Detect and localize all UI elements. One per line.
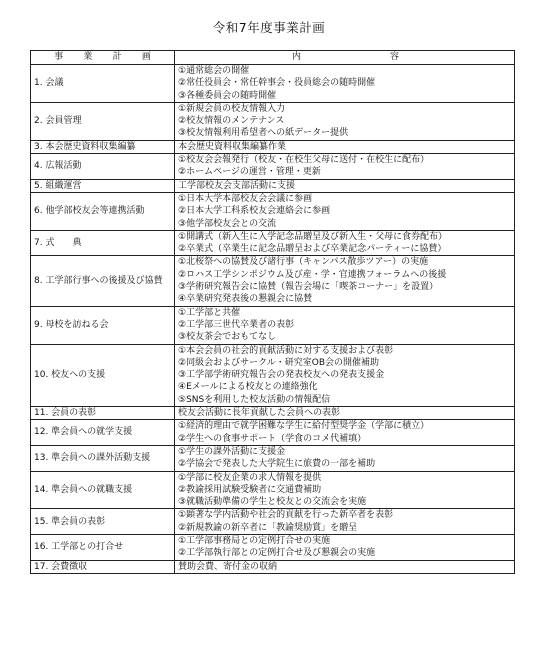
header-char: 画	[141, 52, 151, 63]
table-row	[31, 509, 515, 535]
content-item: ①校友会会報発行（校友・在校生父母に送付・在校生に配布）	[178, 155, 430, 166]
category-label: 15. 準会員の表彰	[34, 516, 106, 527]
content-item: ①開講式（新入生に入学記念品贈呈及び新入生・父母に食券配布）	[178, 231, 448, 242]
content-item: ②校友情報のメンテナンス	[178, 116, 285, 127]
header-content	[175, 51, 515, 65]
plan-content	[175, 344, 515, 406]
table-row	[31, 471, 515, 509]
plan-content	[175, 509, 515, 535]
table-header-row	[31, 51, 515, 65]
header-char: 業	[83, 52, 93, 63]
content-item: ②日本大学工科系校友会連絡会に参画	[178, 206, 331, 217]
header-char: 容	[389, 52, 399, 63]
plan-content	[175, 471, 515, 509]
plan-content	[175, 407, 515, 420]
content-item: ②ホームページの運営・管理・更新	[178, 167, 321, 178]
table-row	[31, 534, 515, 560]
plan-category	[31, 420, 175, 446]
content-item: ①学生の課外活動に支援金	[178, 446, 286, 457]
category-label: 1. 会議	[34, 78, 64, 89]
table-row	[31, 445, 515, 471]
plan-category	[31, 102, 175, 140]
plan-content	[175, 179, 515, 192]
content-item: ①新規会員の校友情報入力	[178, 103, 286, 114]
content-item: ①本会会員の社会的貢献活動に対する支援および表彰	[178, 345, 394, 356]
content-item: ④Eメールによる校友との連絡強化	[178, 382, 318, 393]
table-row	[31, 344, 515, 406]
header-business-plan	[31, 51, 175, 65]
plan-content	[175, 534, 515, 560]
table-row	[31, 140, 515, 153]
plan-content	[175, 560, 515, 573]
document-title: 令和7年度事業計画	[212, 20, 326, 35]
business-plan-table	[30, 50, 515, 574]
plan-category	[31, 179, 175, 192]
content-item: 工学部校友会支部活動に支援	[178, 180, 296, 191]
content-item: ①学部に校友企業の求人情報を提供	[178, 472, 322, 483]
plan-content	[175, 102, 515, 140]
category-label: 7. 式 典	[34, 238, 82, 248]
content-item: 校友会活動に長年貢献した会員への表彰	[178, 408, 341, 419]
plan-content	[175, 154, 515, 180]
content-item: ②工学部執行部との定例打合せ及び懇親会の実施	[178, 548, 376, 559]
content-item: ②学協会で発表した大学院生に旅費の一部を補助	[178, 459, 376, 470]
content-item: ①工学部事務局との定例打合せの実施	[178, 535, 331, 546]
content-item: 本会歴史資料収集編纂作業	[178, 141, 287, 152]
table-row	[31, 65, 515, 103]
content-item: ④卒業研究発表後の懇親会に協賛	[178, 294, 313, 305]
plan-category	[31, 534, 175, 560]
content-item: ①日本大学本部校友会会議に参画	[178, 193, 313, 204]
content-item: ②常任役員会・常任幹事会・役員総会の随時開催	[178, 78, 376, 89]
content-item: ③校友茶会でおもてなし	[178, 332, 277, 343]
plan-content	[175, 140, 515, 153]
table-row	[31, 256, 515, 306]
content-item: 賛助会費、寄付金の収納	[178, 561, 278, 572]
plan-content	[175, 445, 515, 471]
category-label: 6. 他学部校友会等連携活動	[34, 206, 145, 217]
category-label: 8. 工学部行事への後援及び協賛	[34, 275, 163, 286]
content-item: ②同級会およびサークル・研究室OB会の開催補助	[178, 357, 380, 368]
header-char: 内	[292, 52, 302, 63]
category-label: 16. 工学部との打合せ	[34, 542, 124, 553]
table-row	[31, 407, 515, 420]
content-item: ②学生への食事サポート（学食のコメ代補填）	[178, 433, 367, 444]
category-label: 13. 準会員への課外活動支援	[34, 453, 151, 464]
table-body	[31, 65, 515, 574]
plan-category	[31, 192, 175, 230]
header-char: 計	[112, 52, 122, 63]
plan-category	[31, 344, 175, 406]
table-row	[31, 179, 515, 192]
content-item: ③就職活動準備の学生と校友との交流会を実施	[178, 497, 367, 508]
category-label: 3. 本会歴史資料収集編纂	[34, 141, 136, 152]
plan-content	[175, 306, 515, 344]
category-label: 9. 母校を訪ねる会	[34, 319, 109, 330]
plan-category	[31, 509, 175, 535]
content-item: ①北桜祭への協賛及び諸行事（キャンパス散歩ツアー）の実施	[178, 257, 429, 268]
category-label: 4. 広報活動	[34, 161, 82, 172]
content-item: ③校友情報利用希望者への紙データー提供	[178, 128, 349, 139]
plan-category	[31, 306, 175, 344]
content-item: ⑤SNSを利用した校友活動の情報配信	[178, 394, 331, 405]
plan-category	[31, 230, 175, 256]
content-item: ③工学部学術研究報告会の発表校友への発表支援金	[178, 370, 385, 381]
content-item: ①経済的理由で就学困難な学生に給付型奨学金（学部に積立）	[178, 421, 430, 432]
content-item: ②ロハス工学シンポジウム及び産・学・官連携フォーラムへの後援	[178, 269, 447, 280]
header-char: 事	[54, 52, 64, 63]
category-label: 2. 会員管理	[34, 116, 82, 127]
table-row	[31, 560, 515, 573]
plan-category	[31, 140, 175, 153]
content-item: ②新規教諭の新卒者に「教諭奨励賞」を贈呈	[178, 522, 358, 533]
table-row	[31, 102, 515, 140]
plan-content	[175, 230, 515, 256]
content-item: ③学術研究報告会に協賛（報告会場に「喫茶コーナー」を設置）	[178, 282, 439, 293]
plan-category	[31, 154, 175, 180]
content-item: ③他学部校友会との交流	[178, 218, 277, 229]
plan-category	[31, 256, 175, 306]
plan-category	[31, 407, 175, 420]
table-row	[31, 154, 515, 180]
content-item: ③各種委員会の随時開催	[178, 90, 277, 101]
plan-content	[175, 420, 515, 446]
plan-category	[31, 471, 175, 509]
category-label: 11. 会員の表彰	[34, 408, 97, 419]
plan-category	[31, 560, 175, 573]
plan-content	[175, 65, 515, 103]
plan-category	[31, 65, 175, 103]
content-item: ①工学部と共催	[178, 307, 241, 318]
content-item: ②卒業式（卒業生に記念品贈呈および卒業記念パーティーに協賛）	[178, 244, 447, 255]
content-item: ②教諭採用試験受験者に交通費補助	[178, 484, 322, 495]
table-row	[31, 192, 515, 230]
content-item: ①通常総会の開催	[178, 66, 250, 76]
table-row	[31, 230, 515, 256]
plan-content	[175, 192, 515, 230]
category-label: 5. 組織運営	[34, 180, 82, 191]
category-label: 12. 準会員への就学支援	[34, 427, 133, 438]
content-item: ②工学部三世代卒業者の表彰	[178, 319, 295, 330]
category-label: 14. 準会員への就職支援	[34, 484, 133, 495]
table-row	[31, 420, 515, 446]
category-label: 10. 校友への支援	[34, 370, 106, 381]
content-item: ①顕著な学内活動や社会的貢献を行った新卒者を表彰	[178, 510, 394, 521]
category-label: 17. 会費徴収	[34, 561, 88, 572]
plan-content	[175, 256, 515, 306]
plan-category	[31, 445, 175, 471]
table-row	[31, 306, 515, 344]
